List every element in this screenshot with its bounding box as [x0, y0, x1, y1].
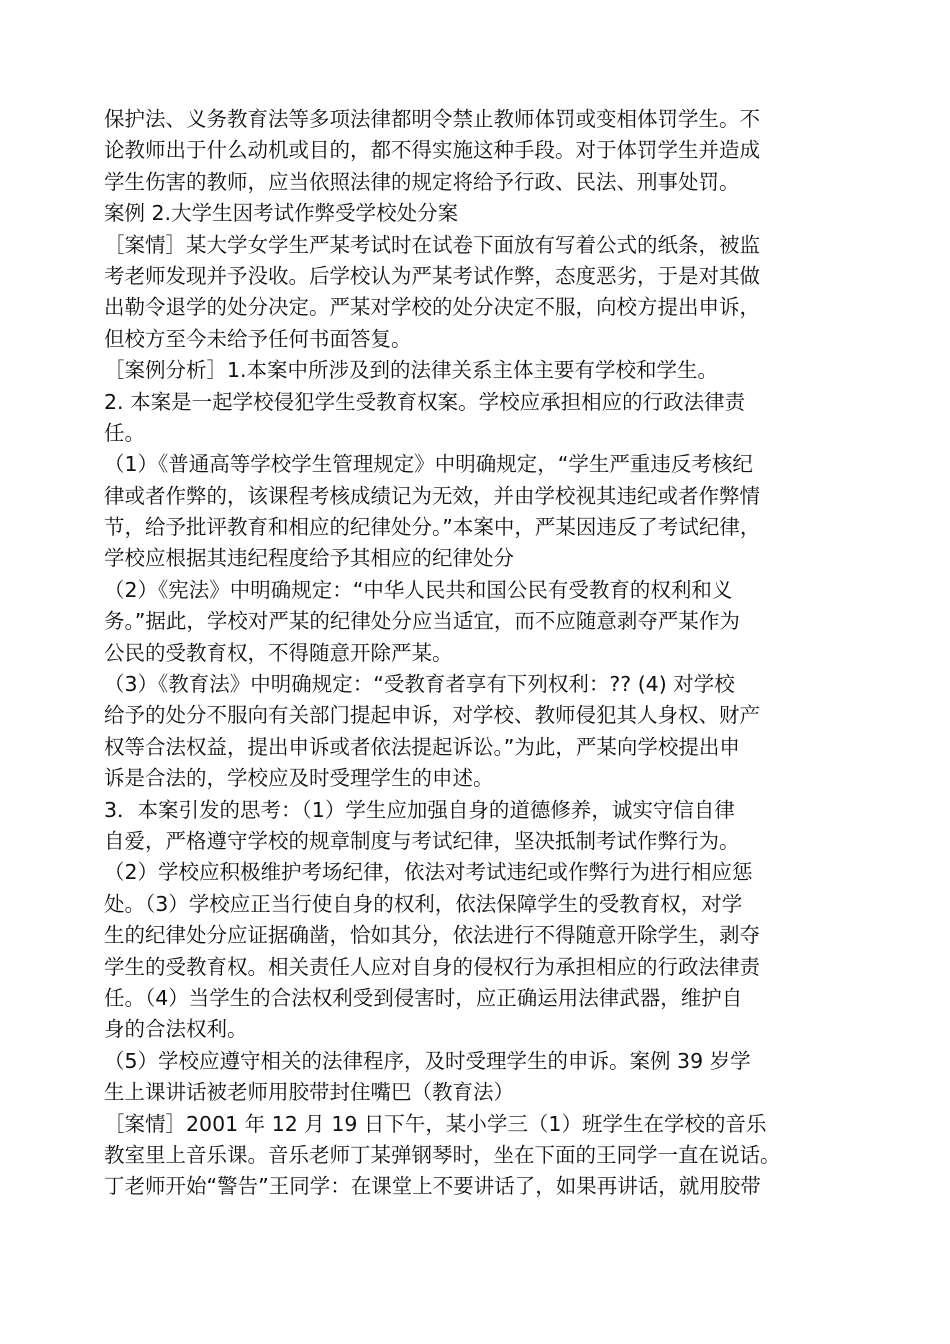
text-line: ［案情］某大学女学生严某考试时在试卷下面放有写着公式的纸条，被监 [104, 232, 760, 257]
text-line: 自爱，严格遵守学校的规章制度与考试纪律，坚决抵制考试作弊行为。 [104, 828, 740, 853]
text-line: （3）《教育法》中明确规定：“受教育者享有下列权利：?? (4) 对学校 [104, 672, 735, 697]
text-line: 权等合法权益，提出申诉或者依法提起诉讼。”为此，严某向学校提出申 [104, 734, 740, 759]
text-line: 任。（4）当学生的合法权利受到侵害时，应正确运用法律武器，维护自 [104, 985, 743, 1010]
text-line: 但校方至今未给予任何书面答复。 [104, 326, 412, 351]
text-line: 考老师发现并予没收。后学校认为严某考试作弊，态度恶劣，于是对其做 [104, 263, 760, 288]
text-line: （5）学校应遵守相关的法律程序，及时受理学生的申诉。案例 39 岁学 [104, 1048, 751, 1073]
text-line: 任。 [104, 420, 145, 445]
text-line: 处。（3）学校应正当行使自身的权利，依法保障学生的受教育权，对学 [104, 891, 743, 916]
text-line: 教室里上音乐课。音乐老师丁某弹钢琴时，坐在下面的王同学一直在说话。 [104, 1142, 781, 1167]
text-line: 诉是合法的，学校应及时受理学生的申述。 [104, 766, 494, 791]
text-line: 2. 本案是一起学校侵犯学生受教育权案。学校应承担相应的行政法律责 [104, 389, 746, 414]
text-line: 3．本案引发的思考：（1）学生应加强自身的道德修养，诚实守信自律 [104, 797, 735, 822]
text-line: 律或者作弊的，该课程考核成绩记为无效，并由学校视其违纪或者作弊情 [104, 483, 760, 508]
text-line: （1）《普通高等学校学生管理规定》中明确规定，“学生严重违反考核纪 [104, 452, 753, 477]
document-body [104, 104, 884, 1203]
text-line: 论教师出于什么动机或目的，都不得实施这种手段。对于体罚学生并造成 [104, 138, 760, 163]
text-line: （2）《宪法》中明确规定：“中华人民共和国公民有受教育的权利和义 [104, 577, 733, 602]
text-line: 学校应根据其违纪程度给予其相应的纪律处分 [104, 546, 514, 571]
case-heading: 案例 2.大学生因考试作弊受学校处分案 [104, 201, 459, 226]
text-line: （2）学校应积极维护考场纪律，依法对考试违纪或作弊行为进行相应惩 [104, 860, 753, 885]
text-line: ［案例分析］1.本案中所涉及到的法律关系主体主要有学校和学生。 [104, 358, 719, 383]
text-line: 公民的受教育权，不得随意开除严某。 [104, 640, 453, 665]
text-line: ［案情］2001 年 12 月 19 日下午，某小学三（1）班学生在学校的音乐 [104, 1111, 767, 1136]
text-line: 保护法、义务教育法等多项法律都明令禁止教师体罚或变相体罚学生。不 [104, 107, 760, 131]
text-line: 丁老师开始“警告”王同学：在课堂上不要讲话了，如果再讲话，就用胶带 [104, 1174, 761, 1199]
text-line: 出勒令退学的处分决定。严某对学校的处分决定不服，向校方提出申诉， [104, 295, 760, 320]
text-line: 给予的处分不服向有关部门提起申诉，对学校、教师侵犯其人身权、财产 [104, 703, 760, 728]
text-line: 身的合法权利。 [104, 1017, 248, 1042]
text-line: 学生伤害的教师，应当依照法律的规定将给予行政、民法、刑事处罚。 [104, 169, 740, 194]
text-line: 节，给予批评教育和相应的纪律处分。”本案中，严某因违反了考试纪律， [104, 515, 761, 540]
text-line: 生上课讲话被老师用胶带封住嘴巴（教育法） [104, 1080, 514, 1105]
text-line: 学生的受教育权。相关责任人应对自身的侵权行为承担相应的行政法律责 [104, 954, 760, 979]
text-line: 生的纪律处分应证据确凿，恰如其分，依法进行不得随意开除学生，剥夺 [104, 923, 760, 948]
text-line: 务。”据此，学校对严某的纪律处分应当适宜，而不应随意剥夺严某作为 [104, 609, 740, 634]
